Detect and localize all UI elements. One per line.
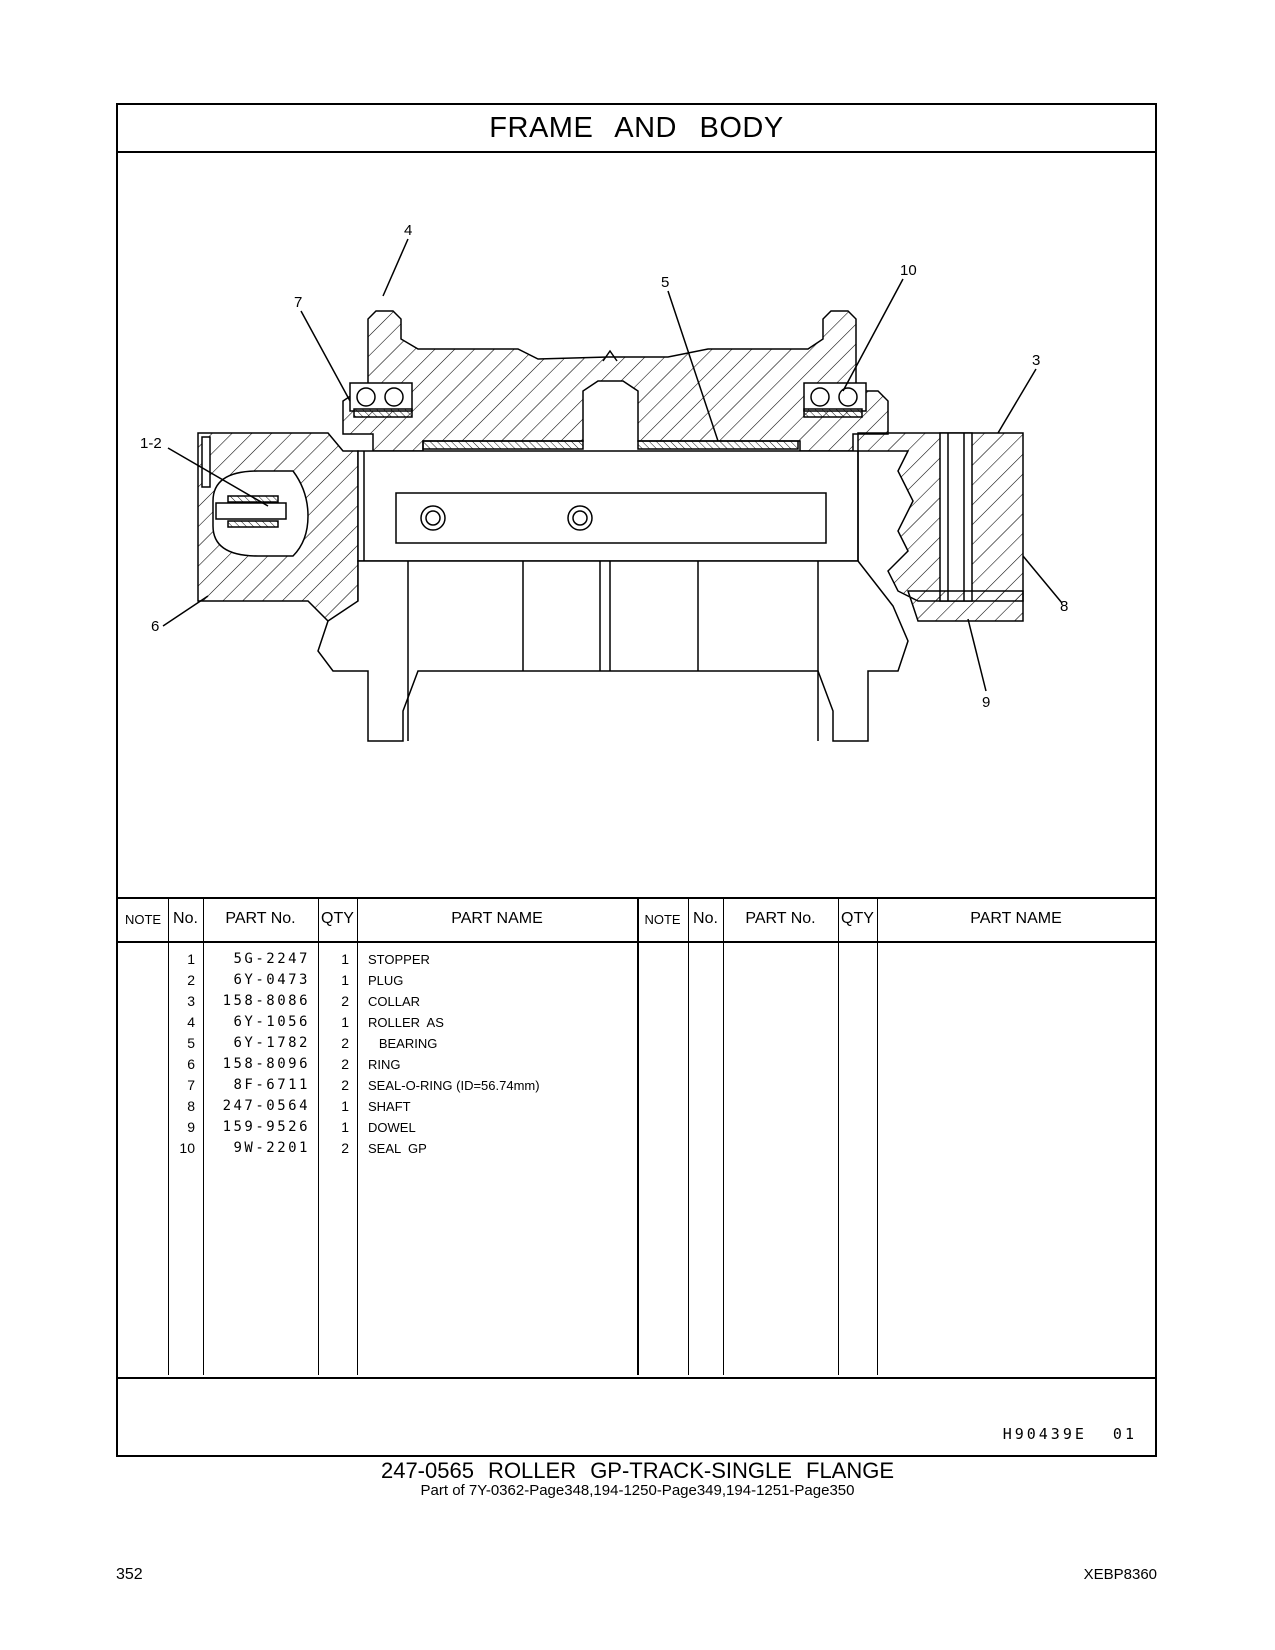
row-part-name: RING	[368, 1057, 401, 1072]
row-part-no: 158-8096	[222, 1056, 310, 1072]
row-qty: 2	[341, 1140, 349, 1156]
row-qty: 1	[341, 972, 349, 988]
row-no: 5	[187, 1035, 195, 1051]
row-part-no: 6Y-1056	[233, 1014, 310, 1030]
callout-6: 6	[151, 618, 160, 635]
header-no-left: No.	[168, 897, 203, 943]
row-part-name: PLUG	[368, 973, 404, 988]
row-part-name: SEAL GP	[368, 1141, 427, 1156]
callout-3: 3	[1032, 352, 1041, 369]
row-part-no: 9W-2201	[233, 1140, 310, 1156]
row-qty: 1	[341, 1098, 349, 1114]
row-no: 3	[187, 993, 195, 1009]
page-number: 352	[116, 1566, 143, 1583]
row-part-name: DOWEL	[368, 1120, 416, 1135]
callout-9: 9	[982, 694, 991, 711]
caption-title: 247-0565 ROLLER GP-TRACK-SINGLE FLANGE	[380, 1458, 895, 1483]
drawing-code: H90439E 01	[1002, 1425, 1137, 1443]
row-part-no: 159-9526	[222, 1119, 310, 1135]
row-part-name: SHAFT	[368, 1099, 411, 1114]
row-no: 1	[187, 951, 195, 967]
header-part-no-left: PART No.	[203, 897, 318, 943]
row-no: 4	[187, 1014, 195, 1030]
row-qty: 2	[341, 1077, 349, 1093]
row-qty: 2	[341, 1056, 349, 1072]
caption-subtitle: Part of 7Y-0362-Page348,194-1250-Page349,194-1251-Page350	[420, 1482, 855, 1499]
row-part-no: 6Y-0473	[233, 972, 310, 988]
row-part-name: STOPPER	[368, 952, 430, 967]
callout-5: 5	[661, 274, 670, 291]
row-qty: 1	[341, 1119, 349, 1135]
callout-8: 8	[1060, 598, 1069, 615]
header-part-name-left: PART NAME	[357, 897, 637, 943]
row-qty: 2	[341, 1035, 349, 1051]
parts-page-frame	[116, 103, 1157, 1457]
callout-7: 7	[294, 294, 303, 311]
header-qty-right: QTY	[838, 897, 877, 943]
table-bottom-rule	[118, 1377, 1155, 1379]
row-part-no: 6Y-1782	[233, 1035, 310, 1051]
page-title: FRAME AND BODY	[118, 105, 1155, 153]
row-part-name: SEAL-O-RING (ID=56.74mm)	[368, 1078, 540, 1093]
row-part-no: 8F-6711	[233, 1077, 310, 1093]
header-qty-left: QTY	[318, 897, 357, 943]
row-part-name: COLLAR	[368, 994, 421, 1009]
parts-list-table	[118, 897, 1155, 1377]
document-code: XEBP8360	[1083, 1566, 1157, 1583]
header-no-right: No.	[688, 897, 723, 943]
row-no: 6	[187, 1056, 195, 1072]
callout-4: 4	[404, 222, 413, 239]
row-qty: 2	[341, 993, 349, 1009]
row-part-no: 158-8086	[222, 993, 310, 1009]
row-part-name: BEARING	[368, 1036, 438, 1051]
row-no: 8	[187, 1098, 195, 1114]
row-no: 10	[179, 1140, 195, 1156]
header-note-left: NOTE	[118, 897, 168, 943]
header-part-name-right: PART NAME	[877, 897, 1155, 943]
row-part-no: 5G-2247	[233, 951, 310, 967]
header-note-right: NOTE	[637, 897, 688, 943]
row-part-no: 247-0564	[222, 1098, 310, 1114]
roller-section-drawing	[118, 151, 1155, 897]
header-part-no-right: PART No.	[723, 897, 838, 943]
row-no: 7	[187, 1077, 195, 1093]
row-no: 9	[187, 1119, 195, 1135]
callout-10: 10	[900, 262, 917, 279]
row-part-name: ROLLER AS	[368, 1015, 444, 1030]
row-no: 2	[187, 972, 195, 988]
row-qty: 1	[341, 1014, 349, 1030]
callout-1-2: 1-2	[140, 435, 162, 452]
row-qty: 1	[341, 951, 349, 967]
